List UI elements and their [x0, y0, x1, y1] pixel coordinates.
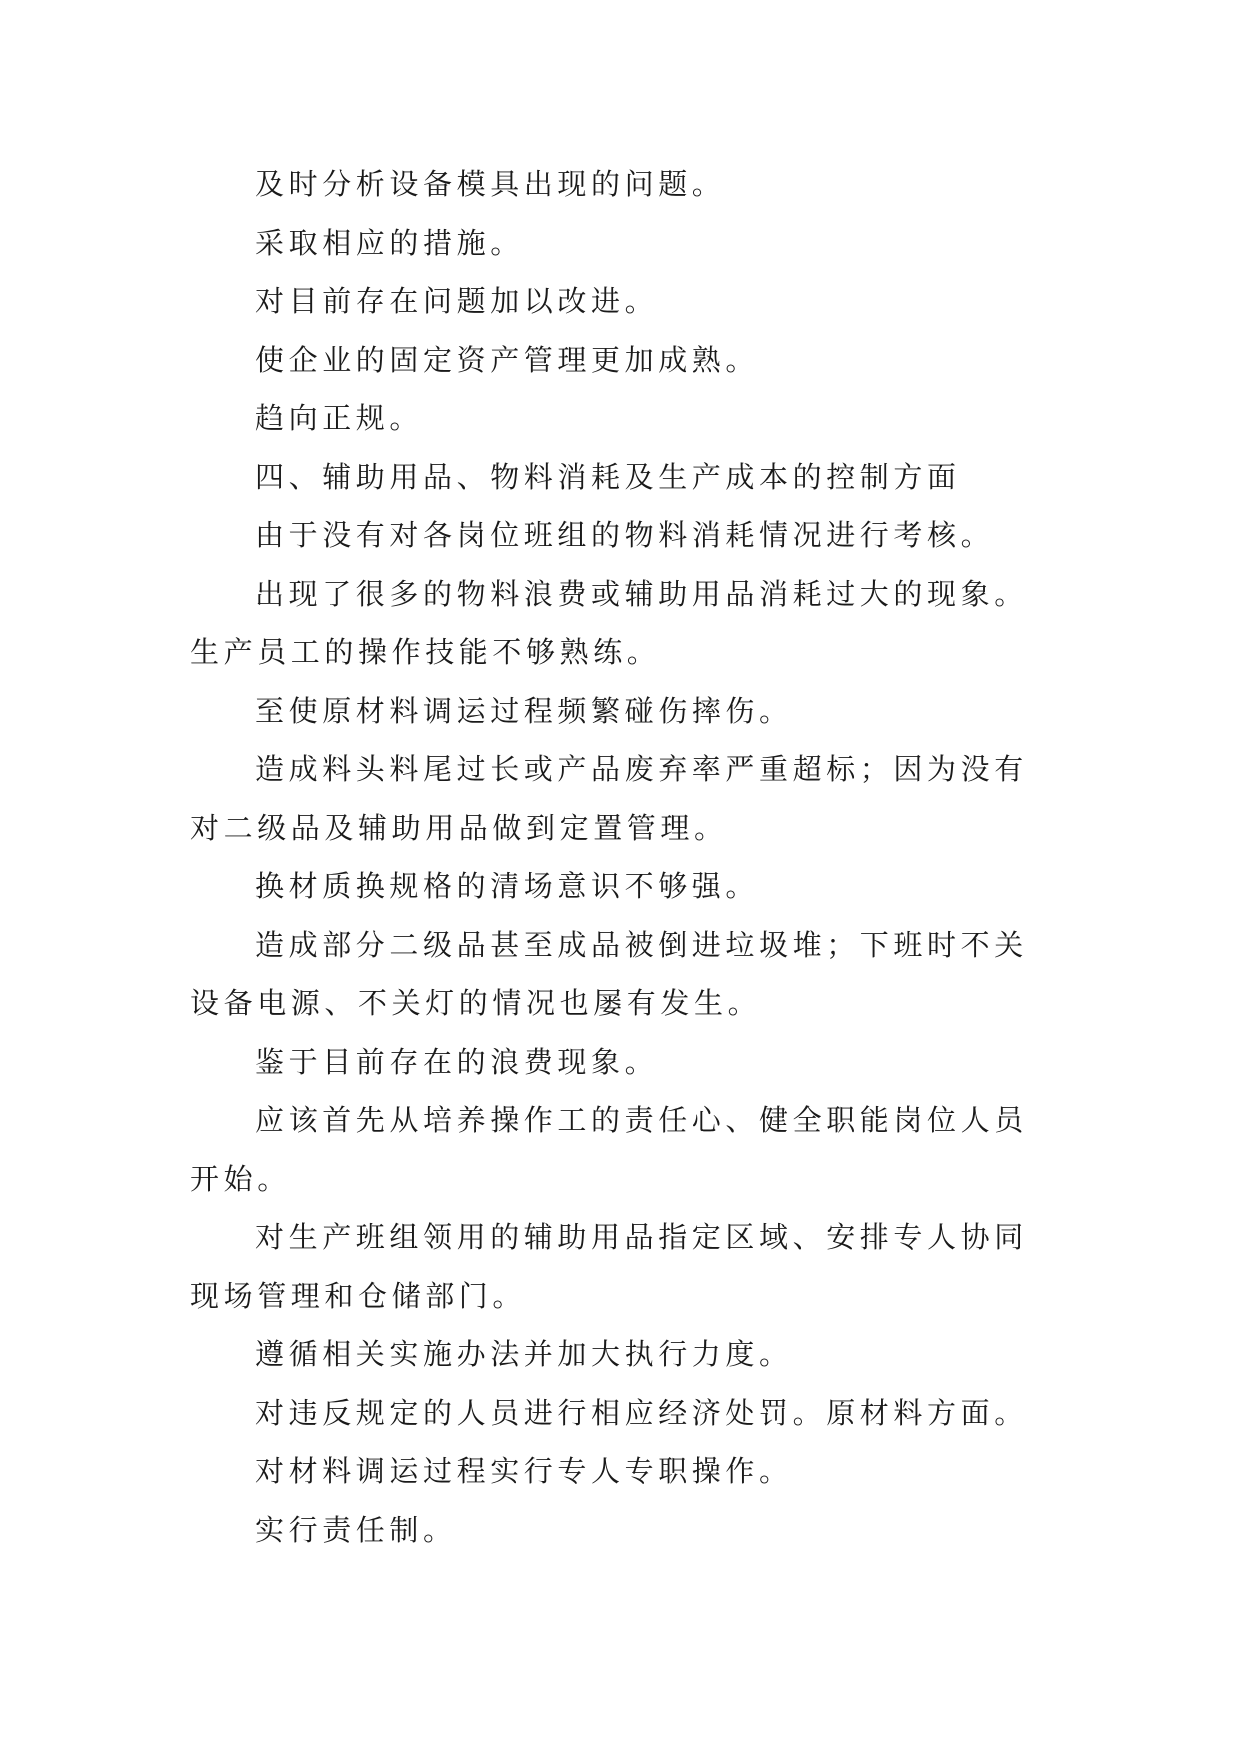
paragraph: 造成部分二级品甚至成品被倒进垃圾堆；下班时不关设备电源、不关灯的情况也屡有发生。	[190, 927, 1028, 1020]
paragraph: 及时分析设备模具出现的问题。	[255, 167, 726, 201]
paragraph: 造成料头料尾过长或产品废弃率严重超标；因为没有对二级品及辅助用品做到定置管理。	[190, 752, 1028, 845]
paragraph: 对材料调运过程实行专人专职操作。	[255, 1454, 793, 1488]
paragraph: 对目前存在问题加以改进。	[255, 284, 659, 318]
paragraph: 应该首先从培养操作工的责任心、健全职能岗位人员开始。	[190, 1103, 1028, 1196]
paragraph: 由于没有对各岗位班组的物料消耗情况进行考核。	[255, 518, 995, 552]
paragraph: 出现了很多的物料浪费或辅助用品消耗过大的现象。生产员工的操作技能不够熟练。	[190, 576, 1028, 669]
paragraph: 趋向正规。	[255, 401, 424, 435]
paragraph: 采取相应的措施。	[255, 225, 524, 260]
paragraph: 至使原材料调运过程频繁碰伤摔伤。	[255, 693, 793, 728]
document-body	[190, 155, 1050, 1559]
paragraph: 对违反规定的人员进行相应经济处罚。原材料方面。	[255, 1395, 1028, 1430]
section-heading: 四、辅助用品、物料消耗及生产成本的控制方面	[255, 459, 961, 494]
paragraph: 鉴于目前存在的浪费现象。	[255, 1044, 659, 1079]
paragraph: 实行责任制。	[255, 1512, 457, 1547]
paragraph: 换材质换规格的清场意识不够强。	[255, 869, 760, 903]
paragraph: 遵循相关实施办法并加大执行力度。	[255, 1337, 793, 1371]
paragraph: 对生产班组领用的辅助用品指定区域、安排专人协同现场管理和仓储部门。	[190, 1220, 1028, 1313]
paragraph: 使企业的固定资产管理更加成熟。	[255, 342, 760, 377]
